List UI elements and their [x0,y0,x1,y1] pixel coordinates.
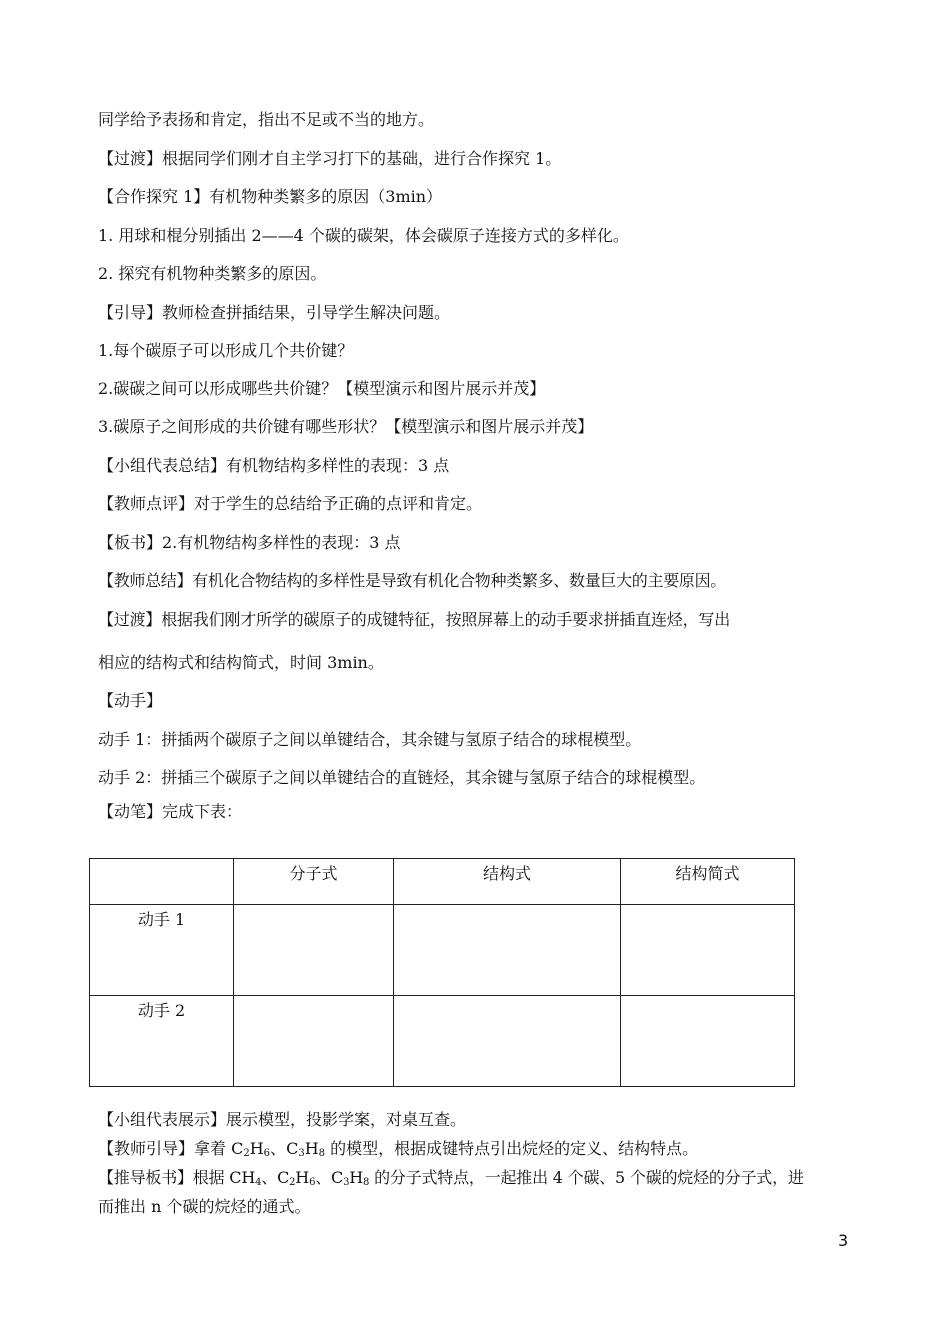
paragraph: 1. 用球和棍分别插出 2——4 个碳的碳架，体会碳原子连接方式的多样化。 [98,226,629,245]
text: C [277,1168,290,1187]
formula-c2h6 [277,1168,315,1187]
text: H [295,1168,310,1187]
text: 、 [261,1168,278,1187]
answer-cell[interactable] [234,996,394,1087]
paragraph: 同学给予表扬和肯定，指出不足或不当的地方。 [98,110,435,129]
paragraph: 【引导】教师检查拼插结果，引导学生解决问题。 [98,303,451,322]
formula-c3h8 [331,1168,369,1187]
exercise-table [89,858,795,1087]
text: H [249,1139,264,1158]
paragraph: 【动手】 [98,691,163,710]
text: C [331,1168,344,1187]
table-header-cell: 分子式 [234,859,394,905]
paragraph: 【小组代表总结】有机物结构多样性的表现：3 点 [98,456,450,475]
table-row [90,905,795,996]
paragraph [98,1138,698,1165]
paragraph: 【板书】2.有机物结构多样性的表现：3 点 [98,533,401,552]
table-header-cell [90,859,234,905]
paragraph: 而推出 n 个碳的烷烃的通式。 [98,1197,311,1216]
paragraph: 【过渡】根据同学们刚才自主学习打下的基础，进行合作探究 1。 [98,149,562,168]
text: 、 [315,1168,332,1187]
paragraph: 【教师总结】有机化合物结构的多样性是导致有机化合物种类繁多、数量巨大的主要原因。 [98,571,727,590]
paragraph: 【合作探究 1】有机物种类繁多的原因（3min） [98,187,443,206]
row-label-cell: 动手 2 [90,996,234,1087]
paragraph: 【动笔】完成下表： [98,802,243,821]
subscript: 6 [263,1148,271,1159]
text: 【教师引导】拿着 [98,1139,232,1158]
paragraph: 【小组代表展示】展示模型，投影学案，对桌互查。 [98,1110,467,1129]
subscript: 3 [343,1177,350,1188]
subscript: 6 [309,1177,316,1188]
subscript: 2 [289,1177,296,1188]
answer-cell[interactable] [621,905,795,996]
table-header-row [90,859,795,905]
subscript: 8 [363,1177,370,1188]
subscript: 3 [298,1148,305,1159]
text: CH [229,1168,256,1187]
subscript: 8 [318,1148,326,1159]
subscript: 4 [255,1177,262,1188]
paragraph: 2. 探究有机物种类繁多的原因。 [98,264,327,283]
answer-cell[interactable] [394,996,621,1087]
paragraph: 【过渡】根据我们刚才所学的碳原子的成键特征，按照屏幕上的动手要求拼插直连烃，写出 [98,610,731,629]
paragraph [98,1167,804,1194]
paragraph: 相应的结构式和结构简式，时间 3min。 [98,653,384,672]
table-row [90,996,795,1087]
paragraph: 3.碳原子之间形成的共价键有哪些形状？【模型演示和图片展示并茂】 [98,417,594,436]
paragraph: 【教师点评】对于学生的总结给予正确的点评和肯定。 [98,494,483,513]
text: 【推导板书】根据 [98,1168,230,1187]
paragraph: 2.碳碳之间可以形成哪些共价键？【模型演示和图片展示并茂】 [98,379,546,398]
text: 、 [270,1139,287,1158]
page-number: 3 [838,1231,849,1250]
paragraph: 动手 2：拼插三个碳原子之间以单键结合的直链烃，其余键与氢原子结合的球棍模型。 [98,768,706,787]
text: H [349,1168,364,1187]
formula-c2h6 [231,1139,270,1158]
answer-cell[interactable] [234,905,394,996]
table-header-cell: 结构简式 [621,859,795,905]
text: 的模型，根据成键特点引出烷烃的定义、结构特点。 [325,1139,699,1158]
answer-cell[interactable] [621,996,795,1087]
text: C [286,1139,299,1158]
text: H [304,1139,319,1158]
table-header-cell: 结构式 [394,859,621,905]
paragraph: 动手 1：拼插两个碳原子之间以单键结合，其余键与氢原子结合的球棍模型。 [98,730,642,749]
text: 的分子式特点，一起推出 4 个碳、5 个碳的烷烃的分子式，进 [369,1168,804,1187]
subscript: 2 [243,1148,250,1159]
answer-cell[interactable] [394,905,621,996]
text: C [231,1139,244,1158]
paragraph: 1.每个碳原子可以形成几个共价键？ [98,341,354,360]
row-label-cell: 动手 1 [90,905,234,996]
formula-ch4 [229,1168,261,1187]
formula-c3h8 [286,1139,325,1158]
